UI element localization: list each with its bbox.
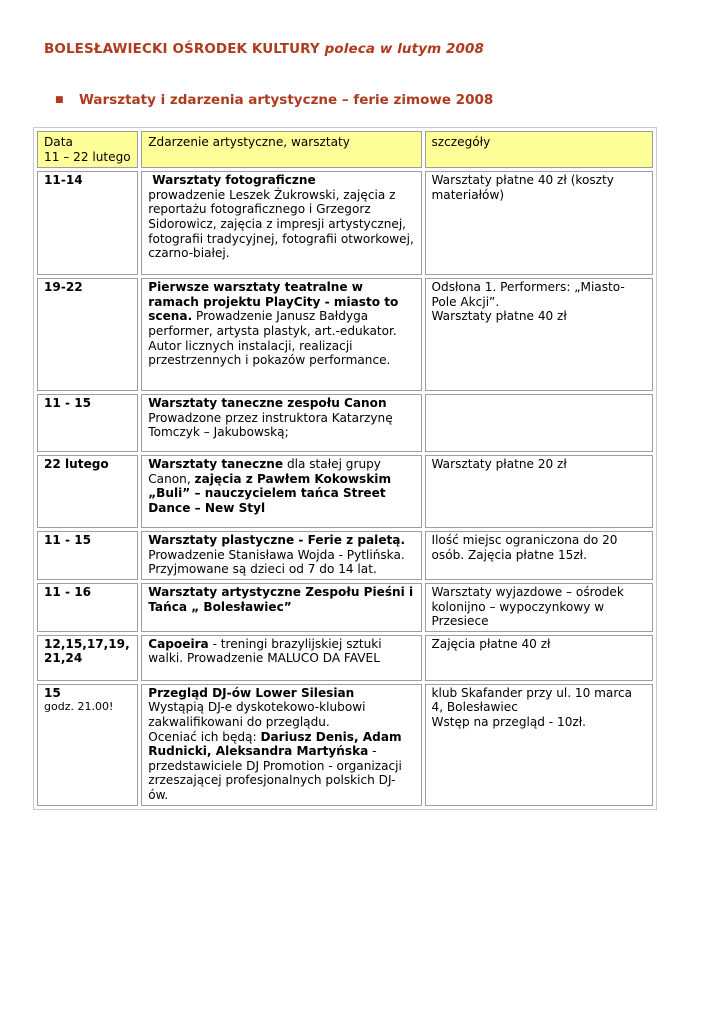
- table-row: [37, 583, 653, 632]
- header-date-range: 11 – 22 lutego: [44, 149, 131, 164]
- date-cell: 11 - 16: [37, 583, 138, 632]
- event-description: dla stałej grupy Canon,: [148, 457, 381, 486]
- details-cell: [425, 394, 654, 452]
- event-cell: [141, 171, 421, 275]
- details-line: Warsztaty płatne 40 zł: [431, 309, 567, 324]
- event-description: Prowadzenie Stanisława Wojda - Pytlińska. Przyjmowane są dzieci od 7 do 14 lat.: [148, 547, 405, 577]
- judges-names: Dariusz Denis, Adam Rudnicki, Aleksandra Martyńska: [148, 729, 402, 759]
- table-row: [37, 171, 653, 275]
- details-cell: Warsztaty wyjazdowe – ośrodek kolonijno – wypoczynkowy w Przesiece: [425, 583, 654, 632]
- event-cell: [141, 455, 421, 528]
- header-recommends: poleca w lutym 2008: [324, 41, 485, 57]
- date-cell: 11 - 15: [37, 394, 138, 452]
- events-table: [33, 127, 657, 810]
- event-judges-line: [148, 730, 414, 803]
- event-title: Warsztaty taneczne zespołu Canon: [148, 396, 387, 411]
- section-title-text: Warsztaty i zdarzenia artystyczne – ferie zimowe 2008: [79, 92, 494, 108]
- date-cell: 22 lutego: [37, 455, 138, 528]
- header-details-cell: szczegóły: [425, 131, 654, 168]
- event-title: Przegląd DJ-ów Lower Silesian: [148, 685, 355, 700]
- event-cell: [141, 278, 421, 391]
- organization-name: BOLESŁAWIECKI OŚRODEK KULTURY: [44, 41, 320, 57]
- event-title: Capoeira: [148, 636, 209, 651]
- document-header: [44, 41, 484, 57]
- date-cell: 19-22: [37, 278, 138, 391]
- details-line: klub Skafander przy ul. 10 marca 4, Bolesławiec: [431, 685, 633, 715]
- table-row: [37, 455, 653, 528]
- date-cell: 11-14: [37, 171, 138, 275]
- details-cell: Warsztaty płatne 20 zł: [425, 455, 654, 528]
- event-time: godz. 21.00!: [44, 700, 114, 714]
- event-description: Prowadzone przez instruktora Katarzynę Tomczyk – Jakubowską;: [148, 410, 393, 440]
- table-row: [37, 635, 653, 681]
- section-title: [55, 92, 493, 108]
- event-title: Warsztaty plastyczne - Ferie z paletą.: [148, 533, 406, 548]
- event-title: Warsztaty fotograficzne: [152, 173, 316, 188]
- event-cell: [141, 531, 421, 580]
- details-line: Odsłona 1. Performers: „Miasto-Pole Akcji”.: [431, 280, 625, 309]
- date-cell: [37, 684, 138, 806]
- event-description: prowadzenie Leszek Żukrowski, zajęcia z reportażu fotograficznego i Grzegorz Sidorowicz, zajęcia z impresji artystycznej, fotografii tradycyjnej, fotografii otworkowej, czarno-białej.: [148, 187, 414, 261]
- square-bullet-icon: ■: [55, 95, 64, 105]
- judges-intro: Oceniać ich będą:: [148, 729, 257, 744]
- table-header-row: [37, 131, 653, 168]
- table-row: [37, 531, 653, 580]
- event-cell: [141, 684, 421, 806]
- event-cell: [141, 635, 421, 681]
- header-date-cell: [37, 131, 138, 168]
- details-cell: Warsztaty płatne 40 zł (koszty materiałów): [425, 171, 654, 275]
- event-description: - treningi brazylijskiej sztuki walki. Prowadzenie MALUCO DA FAVEL: [148, 636, 382, 666]
- date-cell: 12,15,17,19, 21,24: [37, 635, 138, 681]
- details-cell: [425, 278, 654, 391]
- table-row: [37, 394, 653, 452]
- judges-organization: - przedstawiciele DJ Promotion - organizacji zrzeszającej profesjonalnych polskich DJ-ów.: [148, 744, 402, 802]
- event-title-secondary: zajęcia z Pawłem Kokowskim „Buli” – nauczycielem tańca Street Dance – New Styl: [148, 471, 392, 515]
- event-title: Warsztaty taneczne: [148, 457, 284, 472]
- details-line: Wstęp na przegląd - 10zł.: [431, 714, 587, 729]
- header-date-label: Data: [44, 135, 73, 149]
- event-title: Pierwsze warsztaty teatralne w ramach projektu PlayCity - miasto to scena.: [148, 280, 399, 324]
- details-cell: Ilość miejsc ograniczona do 20 osób. Zajęcia płatne 15zł.: [425, 531, 654, 580]
- event-description: Prowadzenie Janusz Bałdyga performer, artysta plastyk, art.-edukator. Autor licznych instalacji, realizacji przestrzennych i pokazów performance.: [148, 309, 397, 368]
- event-description: Wystąpią DJ-e dyskotekowo-klubowi zakwalifikowani do przeglądu.: [148, 700, 366, 729]
- date-cell: 11 - 15: [37, 531, 138, 580]
- table-row: [37, 684, 653, 806]
- details-cell: [425, 684, 654, 806]
- header-event-cell: Zdarzenie artystyczne, warsztaty: [141, 131, 421, 168]
- details-cell: Zajęcia płatne 40 zł: [425, 635, 654, 681]
- event-cell: Warsztaty artystyczne Zespołu Pieśni i Tańca „ Bolesławiec”: [141, 583, 421, 632]
- event-date: 15: [44, 685, 61, 700]
- event-cell: [141, 394, 421, 452]
- table-row: [37, 278, 653, 391]
